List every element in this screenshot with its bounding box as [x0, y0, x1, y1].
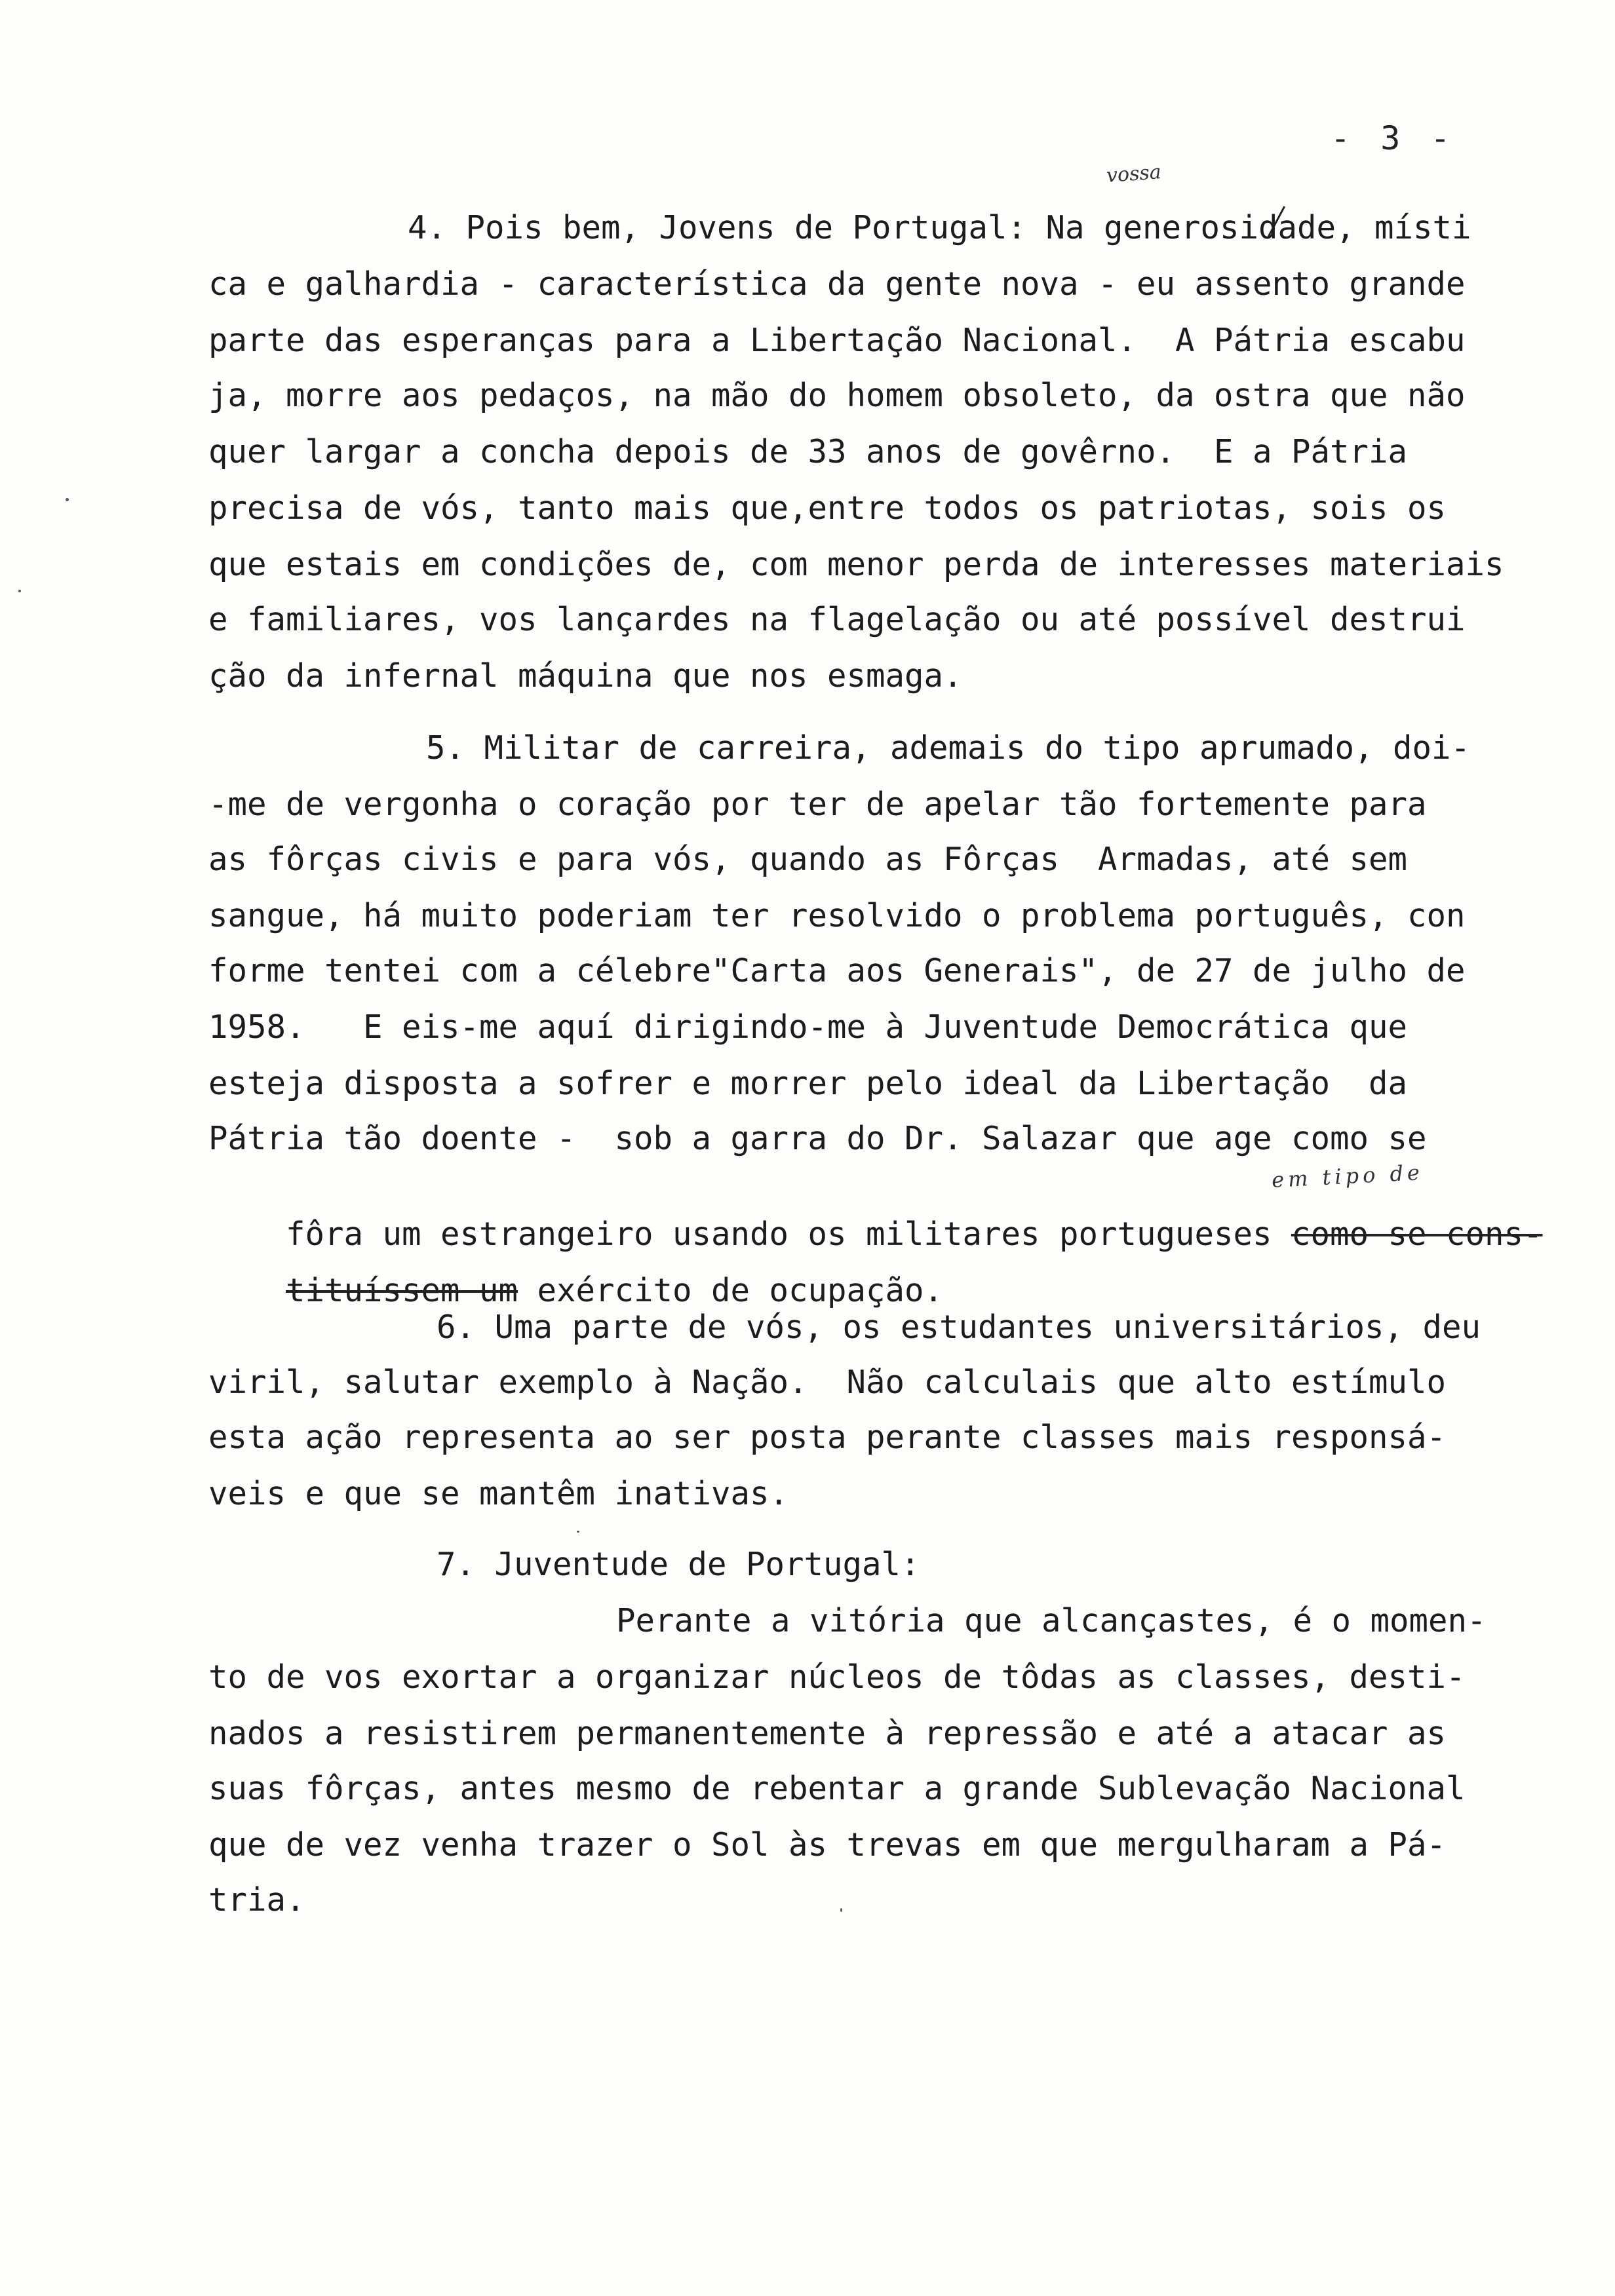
- text-line: to de vos exortar a organizar núcleos de tôdas as classes, desti-: [208, 1658, 1466, 1696]
- text-line: tria.: [208, 1881, 305, 1919]
- text-line: quer largar a concha depois de 33 anos de govêrno. E a Pátria: [208, 433, 1408, 470]
- text-line: esteja disposta a sofrer e morrer pelo ideal da Libertação da: [208, 1065, 1408, 1102]
- text-line: 4. Pois bem, Jovens de Portugal: Na generosidade, místi: [408, 209, 1471, 246]
- scan-speck: [66, 498, 69, 501]
- scan-speck: [577, 1531, 579, 1533]
- scan-speck: [840, 1908, 842, 1912]
- scan-speck: [18, 590, 21, 592]
- text-line: que de vez venha trazer o Sol às trevas em que mergulharam a Pá-: [208, 1826, 1447, 1864]
- struck-text: tituíssem um: [286, 1272, 518, 1309]
- text-line: forme tentei com a célebre"Carta aos Generais", de 27 de julho de: [208, 952, 1466, 989]
- text-line: -me de vergonha o coração por ter de apelar tão fortemente para: [208, 786, 1427, 823]
- text-line: Pátria tão doente - sob a garra do Dr. Salazar que age como se: [208, 1120, 1427, 1157]
- text-segment: fôra um estrangeiro usando os militares portugueses: [286, 1215, 1292, 1253]
- text-line: parte das esperanças para a Libertação Nacional. A Pátria escabu: [208, 322, 1466, 359]
- text-line: e familiares, vos lançardes na flagelação ou até possível destrui: [208, 601, 1466, 638]
- text-line: esta ação representa ao ser posta perante classes mais responsá-: [208, 1419, 1447, 1456]
- text-line: veis e que se mantêm inativas.: [208, 1475, 789, 1512]
- text-line: 1958. E eis-me aquí dirigindo-me à Juventude Democrática que: [208, 1008, 1408, 1046]
- text-line: viril, salutar exemplo à Nação. Não calculais que alto estímulo: [208, 1364, 1447, 1401]
- text-line: suas fôrças, antes mesmo de rebentar a grande Sublevação Nacional: [208, 1770, 1466, 1807]
- text-line: ja, morre aos pedaços, na mão do homem obsoleto, da ostra que não: [208, 377, 1466, 414]
- text-line: as fôrças civis e para vós, quando as Fôrças Armadas, até sem: [208, 841, 1408, 878]
- text-line: precisa de vós, tanto mais que,entre todos os patriotas, sois os: [208, 489, 1447, 527]
- text-line: nados a resistirem permanentemente à repressão e até a atacar as: [208, 1715, 1447, 1752]
- page-number: - 3 -: [1331, 119, 1456, 157]
- text-line: ção da infernal máquina que nos esmaga.: [208, 657, 963, 695]
- text-line: sangue, há muito poderiam ter resolvido o problema português, con: [208, 897, 1466, 934]
- text-line: 5. Militar de carreira, ademais do tipo aprumado, doi-: [426, 729, 1471, 767]
- text-line: ca e galhardia - característica da gente nova - eu assento grande: [208, 265, 1466, 303]
- struck-text: como se cons-: [1291, 1215, 1543, 1253]
- handwritten-note-vossa: vossa: [1105, 161, 1162, 187]
- text-line: 7. Juventude de Portugal:: [437, 1546, 920, 1583]
- text-line: que estais em condições de, com menor perda de interesses materiais: [208, 546, 1504, 583]
- handwritten-note-em-tipo-de: em tipo de: [1271, 1159, 1424, 1193]
- text-line: Perante a vitória que alcançastes, é o momen-: [616, 1602, 1487, 1639]
- text-line: 6. Uma parte de vós, os estudantes universitários, deu: [437, 1309, 1481, 1346]
- text-segment: exército de ocupação.: [518, 1272, 944, 1309]
